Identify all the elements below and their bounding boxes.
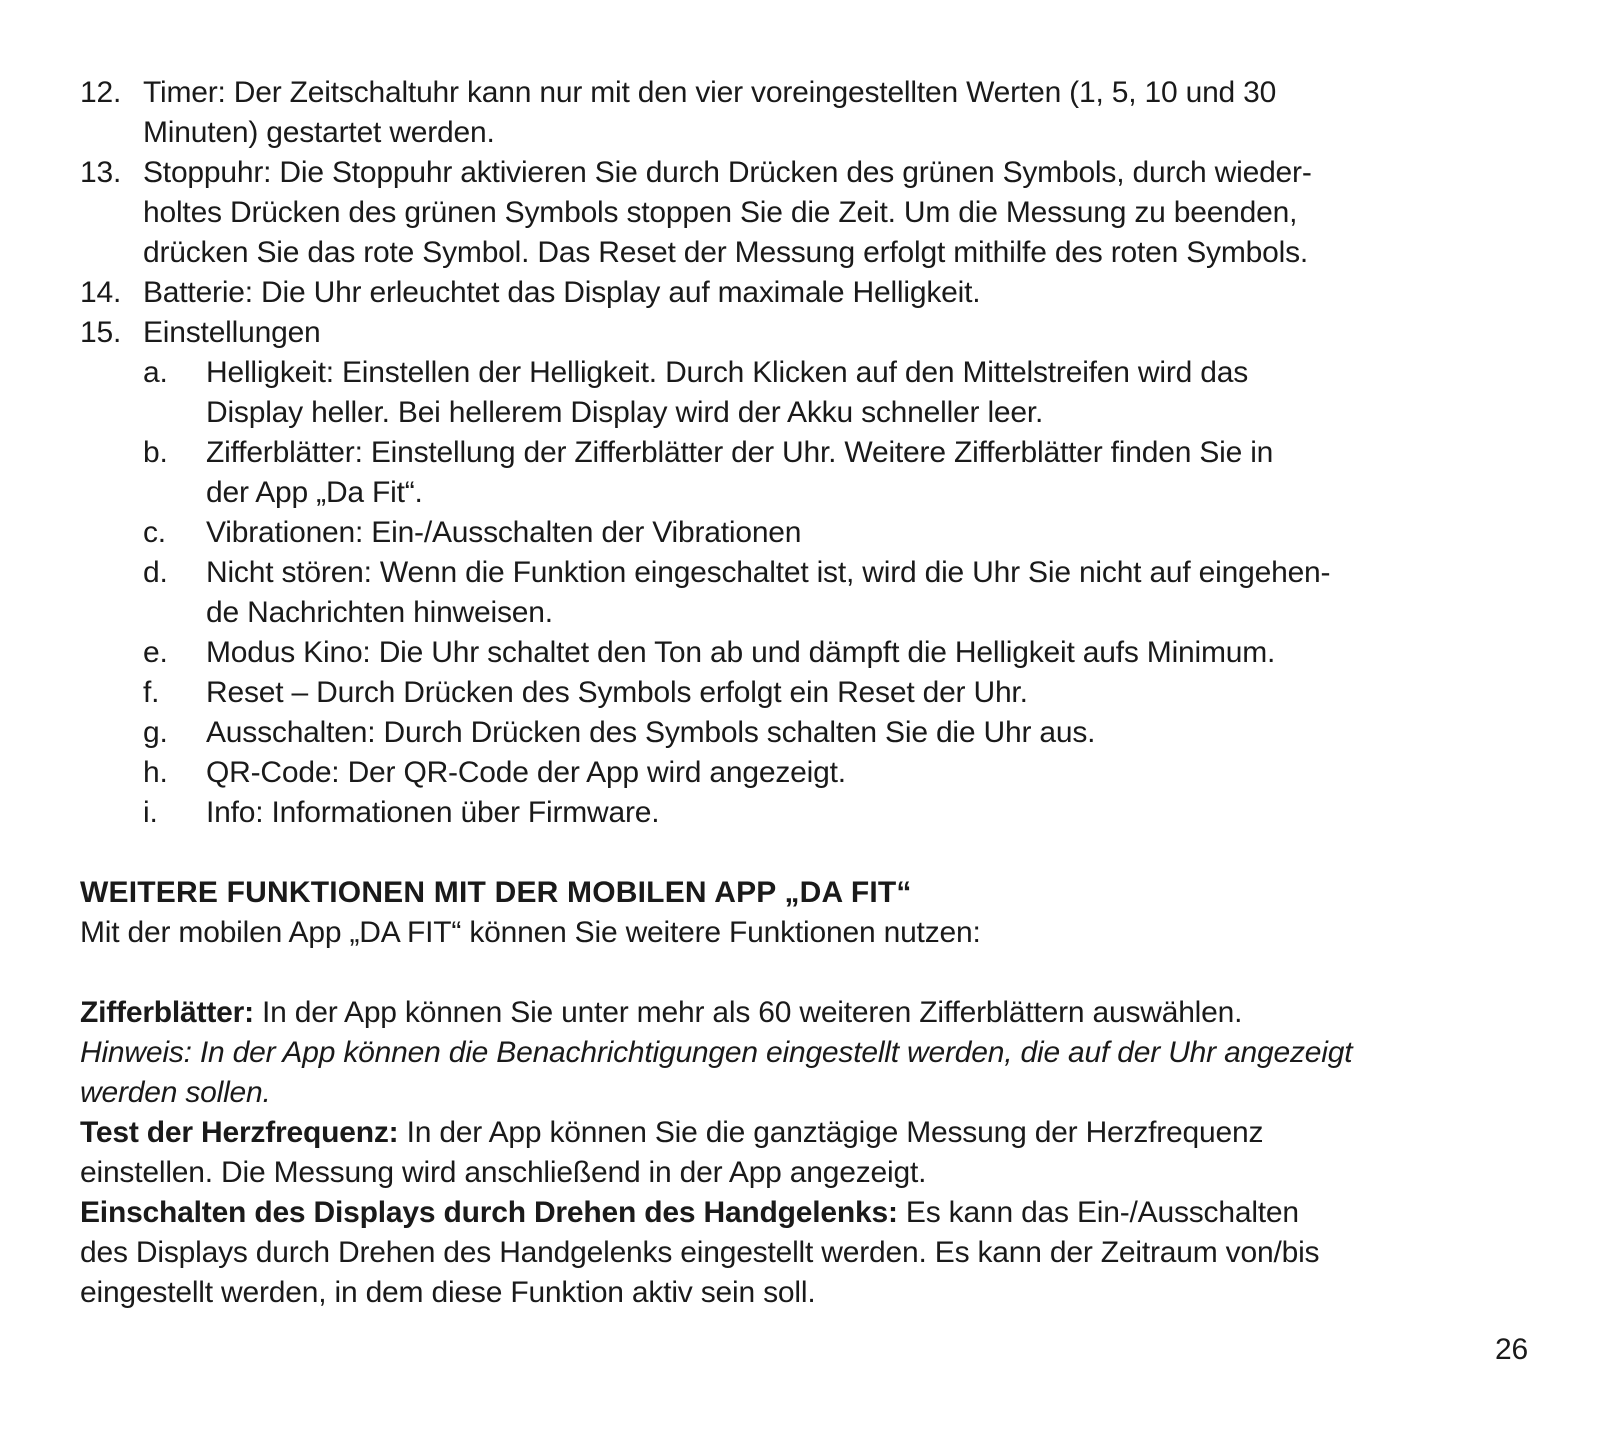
sublist-item: [80, 353, 1530, 433]
item-number: 15.: [80, 316, 122, 349]
sublist-item: [80, 553, 1530, 633]
item-line: Minuten) gestartet werden.: [143, 116, 495, 149]
sub-letter: b.: [143, 436, 168, 469]
spacer: [80, 953, 1530, 993]
sublist-item: [80, 713, 1530, 753]
sub-line: Modus Kino: Die Uhr schaltet den Ton ab und dämpft die Helligkeit aufs Minimum.: [206, 636, 1276, 669]
sub-letter: i.: [143, 796, 158, 829]
spacer: [80, 833, 1530, 873]
list-item: [80, 273, 1530, 313]
sub-line: Helligkeit: Einstellen der Helligkeit. Durch Klicken auf den Mittelstreifen wird das: [206, 356, 1249, 389]
sublist-item: [80, 513, 1530, 553]
item-number: 13.: [80, 156, 122, 189]
heart-paragraph: [80, 1113, 1530, 1153]
watchfaces-text: In der App können Sie unter mehr als 60 weiteren Zifferblättern auswählen.: [253, 996, 1243, 1029]
item-line: drücken Sie das rote Symbol. Das Reset der Messung erfolgt mithilfe des roten Symbols.: [143, 236, 1309, 269]
sublist-item: [80, 433, 1530, 513]
sublist-item: [80, 753, 1530, 793]
list-item: [80, 73, 1530, 153]
sublist-item: [80, 633, 1530, 673]
sub-line: Reset – Durch Drücken des Symbols erfolgt ein Reset der Uhr.: [206, 676, 1028, 709]
sub-letter: c.: [143, 516, 166, 549]
sub-letter: d.: [143, 556, 168, 589]
wrist-text: Es kann das Ein-/Ausschalten: [897, 1196, 1299, 1229]
watchfaces-label: Zifferblätter:: [80, 996, 254, 1029]
wrist-line: des Displays durch Drehen des Handgelenks eingestellt werden. Es kann der Zeitraum von/bis: [80, 1236, 1320, 1269]
hint-line: Hinweis: In der App können die Benachrichtigungen eingestellt werden, die auf der Uhr angezeigt: [80, 1036, 1353, 1069]
sublist-item: [80, 673, 1530, 713]
heart-line: einstellen. Die Messung wird anschließend in der App angezeigt.: [80, 1156, 927, 1189]
item-number: 12.: [80, 76, 122, 109]
heart-label: Test der Herzfrequenz:: [80, 1116, 399, 1149]
sub-line: der App „Da Fit“.: [206, 476, 423, 509]
sub-line: de Nachrichten hinweisen.: [206, 596, 553, 629]
watchfaces-paragraph: [80, 993, 1530, 1033]
sub-line: Zifferblätter: Einstellung der Zifferblätter der Uhr. Weitere Zifferblätter finden Sie in: [206, 436, 1274, 469]
sub-line: Nicht stören: Wenn die Funktion eingeschaltet ist, wird die Uhr Sie nicht auf eingehen-: [206, 556, 1331, 589]
sub-line: Vibrationen: Ein-/Ausschalten der Vibrationen: [206, 516, 802, 549]
sub-letter: e.: [143, 636, 168, 669]
item-line: Einstellungen: [143, 316, 321, 349]
wrist-paragraph: [80, 1193, 1530, 1233]
item-number: 14.: [80, 276, 122, 309]
list-item: [80, 153, 1530, 273]
hint-line: werden sollen.: [80, 1076, 271, 1109]
sub-letter: g.: [143, 716, 168, 749]
sub-line: Display heller. Bei hellerem Display wird der Akku schneller leer.: [206, 396, 1044, 429]
sub-letter: a.: [143, 356, 168, 389]
item-line: Timer: Der Zeitschaltuhr kann nur mit den vier voreingestellten Werten (1, 5, 10 und 30: [143, 76, 1277, 109]
item-line: Stoppuhr: Die Stoppuhr aktivieren Sie durch Drücken des grünen Symbols, durch wieder-: [143, 156, 1312, 189]
sub-line: QR-Code: Der QR-Code der App wird angezeigt.: [206, 756, 846, 789]
document-page: [80, 73, 1530, 1313]
sub-letter: h.: [143, 756, 168, 789]
item-line: Batterie: Die Uhr erleuchtet das Display auf maximale Helligkeit.: [143, 276, 981, 309]
list-item: [80, 313, 1530, 353]
wrist-line: eingestellt werden, in dem diese Funktion aktiv sein soll.: [80, 1276, 816, 1309]
section-intro: Mit der mobilen App „DA FIT“ können Sie weitere Funktionen nutzen:: [80, 916, 981, 949]
page-number: 26: [1495, 1333, 1528, 1366]
heart-text: In der App können Sie die ganztägige Messung der Herzfrequenz: [398, 1116, 1264, 1149]
wrist-label: Einschalten des Displays durch Drehen des Handgelenks:: [80, 1196, 898, 1229]
sub-line: Ausschalten: Durch Drücken des Symbols schalten Sie die Uhr aus.: [206, 716, 1096, 749]
item-line: holtes Drücken des grünen Symbols stoppen Sie die Zeit. Um die Messung zu beenden,: [143, 196, 1298, 229]
sub-line: Info: Informationen über Firmware.: [206, 796, 660, 829]
sub-letter: f.: [143, 676, 160, 709]
section-heading: WEITERE FUNKTIONEN MIT DER MOBILEN APP „DA FIT“: [80, 876, 912, 909]
sublist-item: [80, 793, 1530, 833]
